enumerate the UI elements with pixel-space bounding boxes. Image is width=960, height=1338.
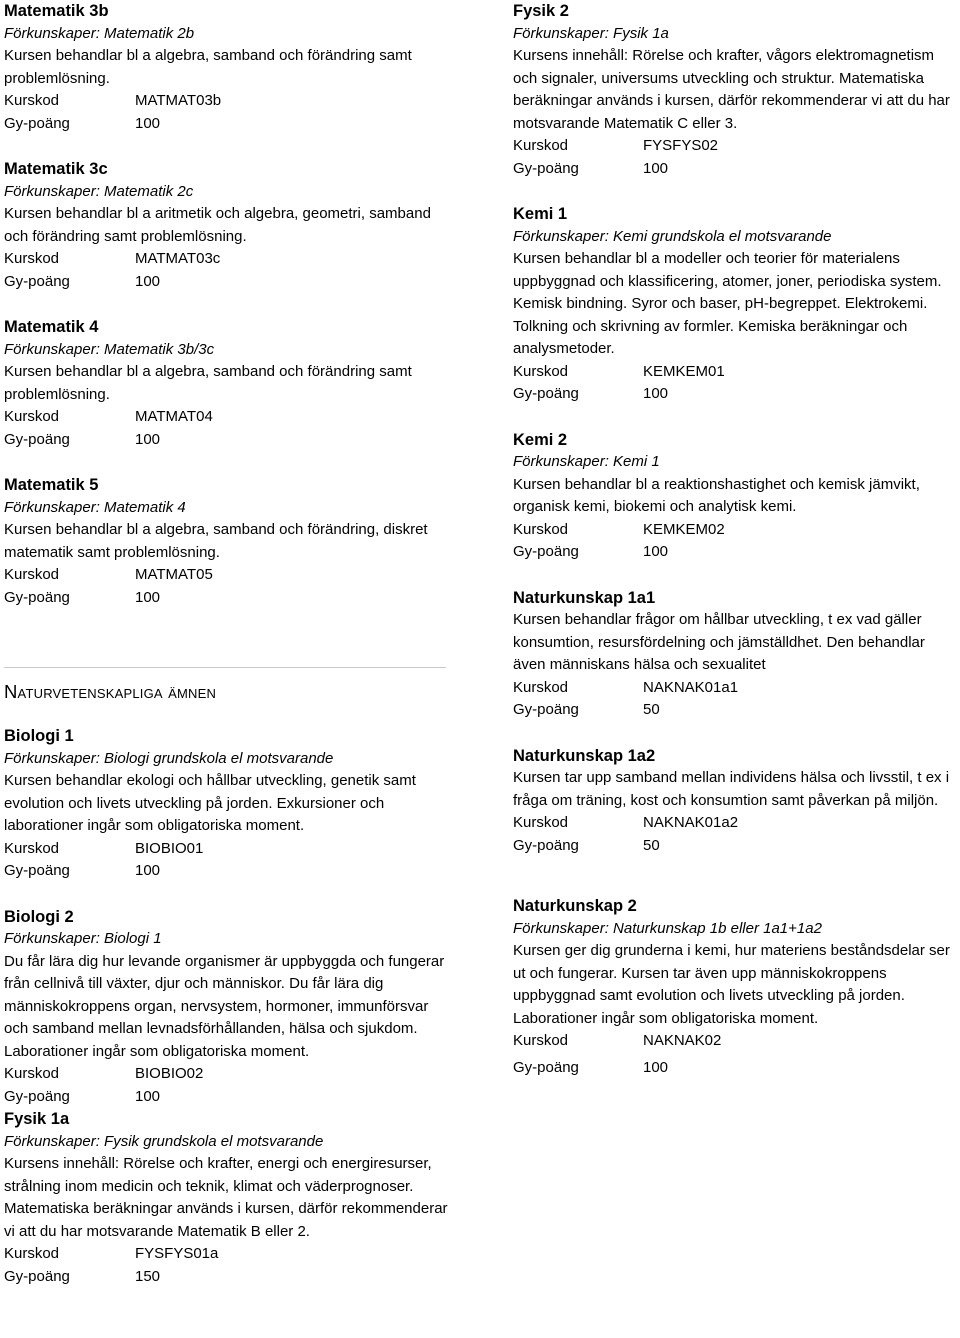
- course-code: MATMAT03b: [135, 92, 222, 109]
- course-points-label: Gy-poäng: [513, 1058, 579, 1076]
- course-code: NAKNAK01a2: [643, 814, 739, 831]
- course-code: FYSFYS02: [643, 137, 719, 154]
- course-points-label: Gy-poäng: [4, 430, 70, 448]
- course-description: Kursen behandlar bl a modeller och teorier för materialens uppbyggnad och klassificering, atomer, joner, periodiska system. Kemisk bindning. Syror och baser, pH-begreppet. Elektrokemi. Tolkning och skrivning av formler. Kemiska beräkningar och analysmetoder.: [513, 250, 942, 357]
- course-kemi-1: [513, 203, 953, 406]
- course-description: Du får lära dig hur levande organismer är uppbyggda och fungerar från cellnivå till växter, djur och människor. Du får lära dig människokroppens organ, nervsystem, hormoner, immunförsvar och samband mellan levnadsförhållanden, hälsa och sjukdom. Laborationer ingår som obligatoriska moment.: [4, 952, 445, 1060]
- course-title: Matematik 4: [4, 318, 99, 336]
- course-prerequisites: Förkunskaper: Matematik 4: [4, 498, 186, 516]
- course-code-row: [4, 1243, 450, 1266]
- course-prerequisites: Förkunskaper: Biologi grundskola el motsvarande: [4, 749, 334, 767]
- course-code-label: Kurskod: [4, 839, 60, 857]
- course-points: 100: [135, 1087, 161, 1105]
- course-points-label: Gy-poäng: [4, 862, 70, 879]
- course-points: 100: [135, 430, 161, 448]
- course-points-label: Gy-poäng: [513, 385, 579, 402]
- course-description: Kursen behandlar ekologi och hållbar utveckling, genetik samt evolution och livets utveckling på jorden. Exkursioner och laborationer ingår som obligatoriska moment.: [4, 772, 416, 834]
- course-points-label: Gy-poäng: [513, 701, 579, 718]
- course-code-label: Kurskod: [513, 814, 569, 831]
- course-code: BIOBIO01: [135, 839, 204, 857]
- course-points-label: Gy-poäng: [513, 836, 579, 854]
- course-points-label: Gy-poäng: [513, 543, 579, 560]
- course-code: MATMAT04: [135, 408, 213, 425]
- course-matematik-3b: [4, 0, 450, 135]
- course-prerequisites: Förkunskaper: Fysik 1a: [513, 24, 669, 42]
- course-title: Matematik 3c: [4, 160, 108, 178]
- course-description: Kursen behandlar frågor om hållbar utveckling, t ex vad gäller konsumtion, resursfördelning och jämställdhet. Den behandlar även människans hälsa och sexualitet: [513, 611, 925, 673]
- course-code-label: Kurskod: [513, 678, 569, 696]
- course-code-row: [513, 361, 953, 384]
- course-fysik-1a: [4, 1108, 450, 1288]
- course-code-row: [4, 406, 450, 429]
- course-points: 100: [135, 272, 161, 290]
- course-kemi-2: [513, 429, 953, 564]
- course-points: 100: [643, 159, 669, 177]
- course-matematik-3c: [4, 158, 450, 293]
- course-naturkunskap-2: [513, 895, 953, 1079]
- course-prerequisites: Förkunskaper: Biologi 1: [4, 930, 162, 947]
- course-code-label: Kurskod: [4, 92, 60, 109]
- course-code-row: [4, 564, 450, 587]
- course-prerequisites: Förkunskaper: Matematik 2b: [4, 24, 195, 42]
- course-description: Kursen tar upp samband mellan individens hälsa och livsstil, t ex i fråga om träning, kost och konsumtion samt påverkan på miljön.: [513, 769, 950, 809]
- course-code-label: Kurskod: [513, 520, 569, 538]
- course-points: 100: [135, 114, 161, 132]
- course-matematik-5: [4, 474, 450, 609]
- course-code-label: Kurskod: [4, 1065, 60, 1082]
- course-biologi-1: [4, 725, 450, 883]
- course-naturkunskap-1a2: [513, 745, 953, 858]
- course-points: 100: [643, 543, 669, 560]
- course-points-label: Gy-poäng: [4, 1267, 70, 1285]
- course-points-row: [4, 1266, 450, 1289]
- course-title: Fysik 2: [513, 2, 569, 20]
- left-column: [4, 0, 450, 1288]
- course-title: Biologi 2: [4, 907, 74, 926]
- course-description: Kursens innehåll: Rörelse och krafter, vågors elektromagnetism och signaler, universums utveckling och struktur. Matematiska beräkningar används i kursen, därför rekommenderar vi att du har motsvarande Matematik C eller 3.: [513, 47, 950, 132]
- course-prerequisites: Förkunskaper: Kemi grundskola el motsvarande: [513, 227, 832, 245]
- course-points: 100: [643, 385, 669, 402]
- course-code: BIOBIO02: [135, 1065, 204, 1082]
- course-code: NAKNAK02: [643, 1032, 722, 1049]
- course-code-row: [4, 1063, 450, 1086]
- course-points-row: [4, 587, 450, 610]
- course-code-row: [513, 812, 953, 835]
- course-code-label: Kurskod: [4, 1245, 60, 1262]
- course-points-row: [513, 383, 953, 406]
- course-points: 50: [643, 701, 660, 718]
- course-title: Matematik 5: [4, 476, 99, 494]
- course-points-label: Gy-poäng: [4, 1087, 70, 1105]
- course-points: 150: [135, 1267, 161, 1285]
- course-code-label: Kurskod: [513, 137, 569, 154]
- course-points-row: [4, 860, 450, 883]
- course-title: Kemi 1: [513, 205, 568, 223]
- course-description: Kursen behandlar bl a algebra, samband och förändring samt problemlösning.: [4, 363, 412, 403]
- course-prerequisites: Förkunskaper: Matematik 2c: [4, 182, 194, 200]
- course-points-row: [513, 699, 953, 722]
- course-code-label: Kurskod: [4, 250, 60, 267]
- course-points: 50: [643, 836, 660, 854]
- course-points: 100: [135, 588, 161, 606]
- course-points-row: [4, 429, 450, 452]
- course-code: MATMAT05: [135, 566, 213, 583]
- course-code: KEMKEM01: [643, 362, 725, 380]
- course-prerequisites: Förkunskaper: Naturkunskap 1b eller 1a1+1a2: [513, 919, 822, 937]
- course-description: Kursen behandlar bl a algebra, samband och förändring samt problemlösning.: [4, 47, 412, 87]
- course-points-label: Gy-poäng: [4, 114, 70, 132]
- course-code-row: [4, 838, 450, 861]
- course-description: Kursens innehåll: Rörelse och krafter, energi och energiresurser, strålning inom medicin och teknik, klimat och väderprognoser. Matematiska beräkningar används i kursen, därför rekommenderar vi att du har motsvarande Matematik B eller 2.: [4, 1155, 448, 1240]
- right-column: [513, 0, 953, 1079]
- course-code-row: [513, 677, 953, 700]
- course-points-row: [513, 1057, 953, 1080]
- course-description: Kursen behandlar bl a algebra, samband och förändring, diskret matematik samt problemlösning.: [4, 521, 428, 561]
- course-code: NAKNAK01a1: [643, 678, 739, 696]
- course-title: Naturkunskap 2: [513, 897, 637, 915]
- course-fysik-2: [513, 0, 953, 180]
- section-heading: Naturvetenskapliga ämnen: [4, 681, 217, 702]
- course-naturkunskap-1a1: [513, 587, 953, 722]
- course-code-row: [513, 519, 953, 542]
- course-code-row: [4, 248, 450, 271]
- course-points-label: Gy-poäng: [4, 588, 70, 606]
- course-points-row: [513, 541, 953, 564]
- course-title: Naturkunskap 1a1: [513, 588, 656, 607]
- course-title: Kemi 2: [513, 430, 568, 449]
- course-points-row: [4, 271, 450, 294]
- course-points-row: [513, 158, 953, 181]
- course-description: Kursen behandlar bl a aritmetik och algebra, geometri, samband och förändring samt problemlösning.: [4, 205, 431, 245]
- course-code-label: Kurskod: [4, 408, 60, 425]
- course-points-row: [4, 1086, 450, 1109]
- course-prerequisites: Förkunskaper: Kemi 1: [513, 453, 660, 470]
- course-points-label: Gy-poäng: [513, 159, 579, 177]
- course-prerequisites: Förkunskaper: Fysik grundskola el motsvarande: [4, 1132, 324, 1150]
- course-code-row: [4, 90, 450, 113]
- course-points-row: [513, 835, 953, 858]
- course-description: Kursen behandlar bl a reaktionshastighet och kemisk jämvikt, organisk kemi, biokemi och analytisk kemi.: [513, 475, 920, 515]
- course-code: KEMKEM02: [643, 520, 725, 538]
- course-matematik-4: [4, 316, 450, 451]
- course-points: 100: [135, 862, 161, 879]
- course-code-label: Kurskod: [513, 1032, 569, 1049]
- course-code-label: Kurskod: [4, 566, 60, 583]
- course-title: Fysik 1a: [4, 1110, 70, 1128]
- course-points-row: [4, 113, 450, 136]
- course-description: Kursen ger dig grunderna i kemi, hur materiens beståndsdelar ser ut och fungerar. Kursen tar även upp människokroppens uppbyggnad samt evolution och livets utveckling på jorden. Laborationer ingår som obligatoriska moment.: [513, 942, 950, 1027]
- course-biologi-2: [4, 906, 450, 1109]
- course-title: Naturkunskap 1a2: [513, 746, 656, 765]
- course-code-row: [513, 135, 953, 158]
- course-points-label: Gy-poäng: [4, 272, 70, 290]
- course-title: Matematik 3b: [4, 2, 109, 20]
- course-code: FYSFYS01a: [135, 1245, 219, 1262]
- course-code: MATMAT03c: [135, 250, 221, 267]
- course-code-row: [513, 1030, 953, 1053]
- course-prerequisites: Förkunskaper: Matematik 3b/3c: [4, 340, 215, 358]
- course-title: Biologi 1: [4, 727, 74, 745]
- course-points: 100: [643, 1058, 669, 1076]
- course-code-label: Kurskod: [513, 362, 569, 380]
